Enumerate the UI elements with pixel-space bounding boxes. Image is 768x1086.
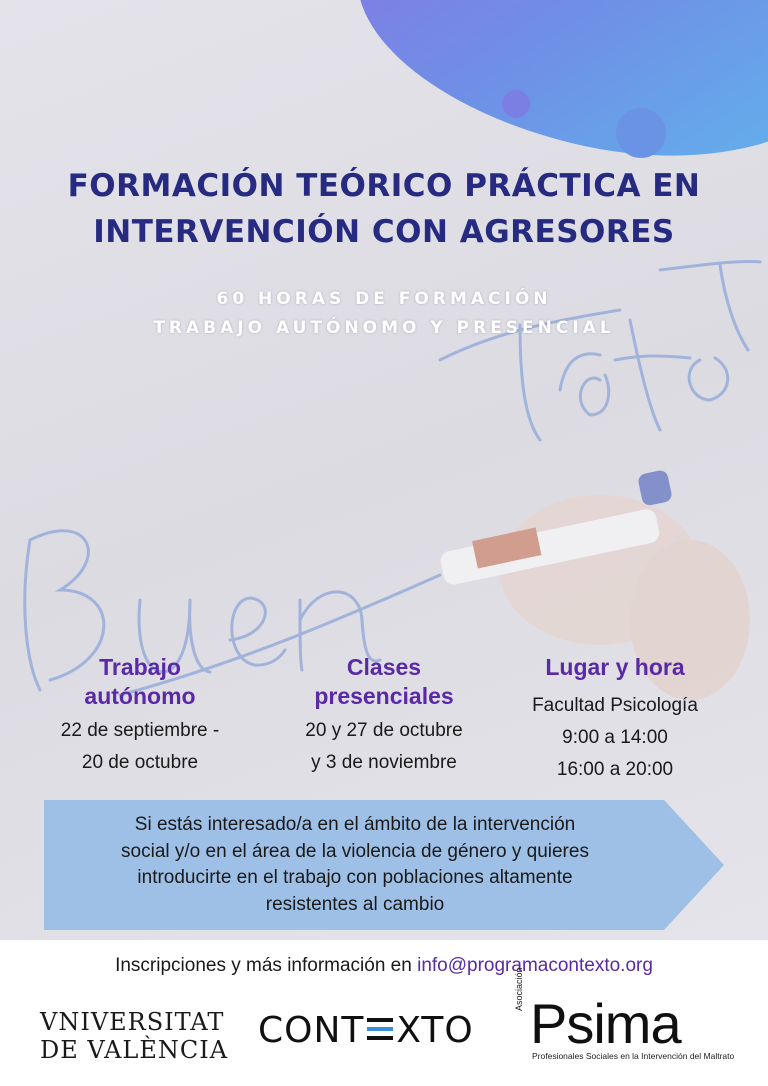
- column-time: 9:00 a 14:00: [562, 727, 668, 748]
- column-location: Facultad Psicología: [532, 695, 698, 716]
- contact-line: [0, 955, 768, 977]
- whiteboard-handwriting-image: [0, 240, 768, 710]
- logo-text: DE VALÈNCIA: [40, 1036, 229, 1064]
- column-date: y 3 de noviembre: [311, 752, 457, 773]
- banner-text: [70, 812, 640, 918]
- banner-line: resistentes al cambio: [265, 893, 445, 915]
- title-line-2: INTERVENCIÓN CON AGRESORES: [93, 214, 675, 250]
- decorative-dot: [502, 90, 530, 118]
- banner-line: social y/o en el área de la violencia de género y quieres: [121, 840, 589, 862]
- column-time: 16:00 a 20:00: [556, 759, 674, 780]
- banner-line: introducirte en el trabajo con poblaciones altamente: [137, 867, 573, 888]
- decorative-dot: [616, 108, 666, 158]
- contexto-logo: [258, 1010, 474, 1051]
- column-date: 20 y 27 de octubre: [305, 720, 463, 741]
- subtitle-line-1: 60 HORAS DE FORMACIÓN: [216, 289, 552, 309]
- column-date: 20 de octubre: [81, 752, 199, 773]
- column-heading: Lugar y hora: [545, 654, 685, 680]
- column-date: 22 de septiembre -: [60, 720, 220, 741]
- logo-text: Psima: [530, 992, 681, 1055]
- column-heading: Clases: [346, 654, 422, 680]
- logo-text: CONT: [258, 1010, 365, 1051]
- column-trabajo-autonomo: [20, 653, 260, 779]
- title-line-1: FORMACIÓN TEÓRICO PRÁCTICA EN: [67, 168, 701, 204]
- logo-text: XTO: [396, 1010, 474, 1051]
- contexto-e-bars-icon: [367, 1016, 393, 1042]
- universitat-valencia-logo: [40, 1008, 230, 1064]
- column-heading: presenciales: [314, 683, 454, 709]
- logo-tagline: Profesionales Sociales en la Intervención del Maltrato: [532, 1051, 735, 1061]
- contact-email-link[interactable]: info@programacontexto.org: [417, 955, 653, 976]
- column-clases-presenciales: [264, 653, 504, 779]
- column-heading: autónomo: [84, 683, 196, 709]
- logo-text: Asociación: [514, 967, 524, 1011]
- subtitle-line-2: TRABAJO AUTÓNOMO Y PRESENCIAL: [153, 318, 615, 338]
- column-heading: Trabajo: [99, 654, 181, 680]
- psima-logo: [514, 967, 740, 1065]
- banner-line: Si estás interesado/a en el ámbito de la intervención: [134, 814, 576, 835]
- column-lugar-y-hora: [495, 653, 735, 786]
- contact-label: Inscripciones y más información en: [115, 955, 412, 976]
- logo-text: VNIVERSITAT: [40, 1008, 225, 1036]
